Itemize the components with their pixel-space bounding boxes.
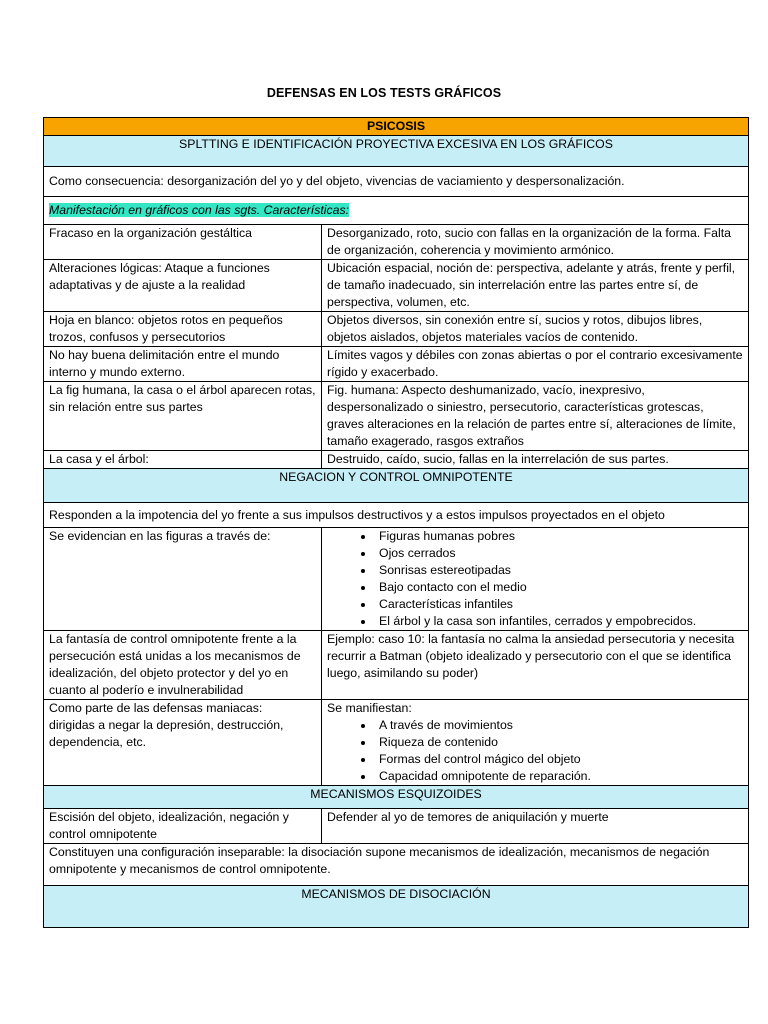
evidence-row <box>44 528 749 631</box>
maniac-left-line: Como parte de las defensas maniacas: <box>49 701 263 715</box>
row-left: No hay buena delimitación entre el mundo interno y mundo externo. <box>44 347 322 382</box>
psicosis-consequence: Como consecuencia: desorganización del yo y del objeto, vivencias de vaciamiento y despersonalización. <box>44 167 749 197</box>
fantasy-right: Ejemplo: caso 10: la fantasía no calma la ansiedad persecutoria y necesita recurrir a Batman (objeto idealizado y persecutorio con el que se identifica luego, asimilando su poder) <box>322 631 749 700</box>
defenses-table <box>43 117 749 928</box>
esquizoides-header-row <box>44 786 749 809</box>
fantasy-row <box>44 631 749 700</box>
manifest-label-cell <box>44 197 749 225</box>
page-title: DEFENSAS EN LOS TESTS GRÁFICOS <box>266 86 502 100</box>
evidence-right <box>322 528 749 631</box>
negacion-header: NEGACION Y CONTROL OMNIPOTENTE <box>44 469 749 503</box>
row-left: Hoja en blanco: objetos rotos en pequeños trozos, confusos y persecutorios <box>44 312 322 347</box>
maniac-right-intro: Se manifiestan: <box>327 701 412 715</box>
psicosis-subheader: SPLTTING E IDENTIFICACIÓN PROYECTIVA EXCESIVA EN LOS GRÁFICOS <box>44 136 749 167</box>
esquizoides-summary-row <box>44 844 749 886</box>
table-row <box>44 225 749 260</box>
disociacion-header-row <box>44 886 749 928</box>
evidence-list <box>327 528 743 630</box>
list-item: • A través de movimientos <box>375 717 743 734</box>
disociacion-header: MECANISMOS DE DISOCIACIÓN <box>44 886 749 928</box>
list-item: • Bajo contacto con el medio <box>375 579 743 596</box>
row-left: Fracaso en la organización gestáltica <box>44 225 322 260</box>
negacion-header-row <box>44 469 749 503</box>
psicosis-subheader-row <box>44 136 749 167</box>
table-row <box>44 312 749 347</box>
row-right: Destruido, caído, sucio, fallas en la interrelación de sus partes. <box>322 451 749 469</box>
negacion-description: Responden a la impotencia del yo frente a sus impulsos destructivos y a estos impulsos proyectados en el objeto <box>44 503 749 528</box>
list-item: • Capacidad omnipotente de reparación. <box>375 768 743 785</box>
maniac-right <box>322 700 749 786</box>
negacion-description-row <box>44 503 749 528</box>
esquizoides-header: MECANISMOS ESQUIZOIDES <box>44 786 749 809</box>
list-item: • Formas del control mágico del objeto <box>375 751 743 768</box>
row-right: Desorganizado, roto, sucio con fallas en la organización de la forma. Falta de organización, coherencia y movimiento armónico. <box>322 225 749 260</box>
esquizoides-right: Defender al yo de temores de aniquilación y muerte <box>322 809 749 844</box>
manifest-label-row <box>44 197 749 225</box>
row-left: La fig humana, la casa o el árbol aparecen rotas, sin relación entre sus partes <box>44 382 322 451</box>
esquizoides-left: Escisión del objeto, idealización, negación y control omnipotente <box>44 809 322 844</box>
list-item: • Riqueza de contenido <box>375 734 743 751</box>
row-left: La casa y el árbol: <box>44 451 322 469</box>
row-right: Fig. humana: Aspecto deshumanizado, vacío, inexpresivo, despersonalizado o siniestro, persecutorio, características grotescas, graves alteraciones en la relación de partes entre sí, alteraciones de límite, tamaño exagerado, rasgos extraños <box>322 382 749 451</box>
row-right: Objetos diversos, sin conexión entre sí, sucios y rotos, dibujos libres, objetos aislados, objetos materiales vacíos de contenido. <box>322 312 749 347</box>
fantasy-left: La fantasía de control omnipotente frente a la persecución está unidas a los mecanismos de idealización, del objeto protector y del yo en cuanto al poderío e invulnerabilidad <box>44 631 322 700</box>
manifest-label: Manifestación en gráficos con las sgts. Características: <box>49 203 350 217</box>
row-left: Alteraciones lógicas: Ataque a funciones adaptativas y de ajuste a la realidad <box>44 260 322 312</box>
evidence-left: Se evidencian en las figuras a través de: <box>44 528 322 631</box>
list-item: • El árbol y la casa son infantiles, cerrados y empobrecidos. <box>375 613 743 630</box>
table-row <box>44 451 749 469</box>
row-right: Ubicación espacial, noción de: perspectiva, adelante y atrás, frente y perfil, de tamaño inadecuado, sin interrelación entre las partes entre sí, de perspectiva, volumen, etc. <box>322 260 749 312</box>
maniac-list <box>327 717 743 785</box>
esquizoides-summary: Constituyen una configuración inseparable: la disociación supone mecanismos de idealización, mecanismos de negación omnipotente y mecanismos de control omnipotente. <box>44 844 749 886</box>
esquizoides-row <box>44 809 749 844</box>
psicosis-consequence-row <box>44 167 749 197</box>
table-row <box>44 347 749 382</box>
psicosis-header-row <box>44 118 749 136</box>
list-item: • Figuras humanas pobres <box>375 528 743 545</box>
maniac-left <box>44 700 322 786</box>
table-row <box>44 260 749 312</box>
list-item: • Ojos cerrados <box>375 545 743 562</box>
row-right: Límites vagos y débiles con zonas abiertas o por el contrario excesivamente rígido y exacerbado. <box>322 347 749 382</box>
psicosis-header: PSICOSIS <box>44 118 749 136</box>
maniac-row <box>44 700 749 786</box>
table-row <box>44 382 749 451</box>
list-item: • Características infantiles <box>375 596 743 613</box>
list-item: • Sonrisas estereotipadas <box>375 562 743 579</box>
maniac-left-line: dirigidas a negar la depresión, destrucción, dependencia, etc. <box>49 718 284 749</box>
